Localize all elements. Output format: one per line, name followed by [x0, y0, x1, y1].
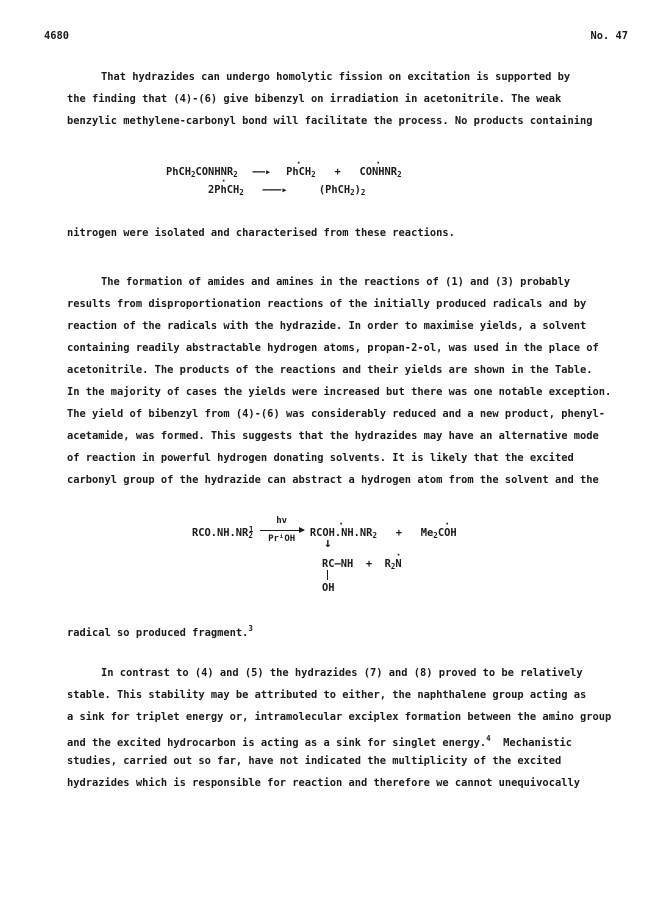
text-span: and the excited hydrocarbon is acting as a sink for singlet energy.	[67, 737, 487, 749]
text-line: The formation of amides and amines in the reactions of (1) and (3) probably	[101, 276, 571, 288]
down-arrow: ↓	[324, 536, 332, 551]
eq-sub: 2	[191, 170, 196, 179]
text-line: reaction of the radicals with the hydrazide. In order to maximise yields, a solvent	[67, 320, 587, 332]
text-line: In the majority of cases the yields were increased but there was one notable exception.	[67, 386, 612, 398]
text-line: studies, carried out so far, have not indicated the multiplicity of the excited	[67, 755, 562, 767]
eq-sub: 2	[311, 170, 316, 179]
eq-term: N	[395, 558, 402, 570]
text-line: hydrazides which is responsible for reaction and therefore we cannot unequivocally	[67, 777, 580, 789]
eq-term: 2PhCH	[208, 184, 240, 196]
text-line: the finding that (4)-(6) give bibenzyl on irradiation in acetonitrile. The weak	[67, 93, 562, 105]
eq-term: —NH	[334, 558, 354, 570]
radical-term	[310, 525, 373, 541]
eq-sub: 2	[233, 170, 238, 179]
plus-sign: +	[395, 527, 402, 539]
plus-sign: +	[365, 558, 373, 570]
text-line: containing readily abstractable hydrogen atoms, propan-2-ol, was used in the place of	[67, 342, 599, 354]
paragraph-1	[67, 66, 593, 132]
eq-term: )	[354, 184, 361, 196]
text-span: Mechanistic	[503, 737, 572, 749]
eq-term: PhCH	[286, 166, 312, 178]
eq-term: RC	[322, 558, 335, 570]
hv-label: hv	[276, 516, 288, 526]
text-line: The yield of bibenzyl from (4)-(6) was considerably reduced and a new product, phenyl-	[67, 408, 605, 420]
eq-term: COH	[437, 527, 457, 539]
text-line: stable. This stability may be attributed to either, the naphthalene group acting as	[67, 689, 587, 701]
eq-term: RCO.NH.NR	[192, 527, 249, 539]
eq-sub: 2	[239, 188, 244, 197]
reaction-arrow: ———▸	[262, 184, 288, 196]
paragraph-3	[67, 662, 612, 794]
eq-term: CONHNR	[195, 166, 234, 178]
radical-term	[438, 525, 457, 541]
eq-term: PhCH	[166, 166, 192, 178]
equation-2-row-3	[322, 580, 335, 596]
solvent-label: PrⁱOH	[268, 534, 296, 544]
radical-term	[208, 182, 239, 198]
eq-sub: 2	[390, 562, 396, 571]
eq-sub: 2	[433, 531, 438, 540]
text-line: carbonyl group of the hydrazide can abstract a hydrogen atom from the solvent and the	[67, 474, 599, 486]
text-line: benzylic methylene-carbonyl bond will facilitate the process. No products containing	[67, 115, 593, 127]
eq-term: CONHNR	[359, 166, 398, 178]
eq-term: Me	[420, 527, 434, 539]
text-line: results from disproportionation reactions of the initially produced radicals and by	[67, 298, 587, 310]
text-line: That hydrazides can undergo homolytic fission on excitation is supported by	[101, 71, 571, 83]
eq-sup: 1	[248, 525, 254, 534]
equation-1-row-2	[208, 182, 365, 201]
radical-term	[286, 164, 311, 180]
reference-marker: 3	[248, 624, 253, 633]
reaction-arrow: ——▸	[252, 166, 272, 178]
issue-number: No. 47	[590, 30, 628, 42]
reference-marker: 4	[486, 734, 491, 743]
photolysis-arrow	[260, 516, 304, 544]
equation-1-row-1	[166, 164, 402, 183]
eq-term: RCOH.NH.NR	[309, 527, 373, 539]
eq-sub: 2	[372, 531, 377, 540]
eq-sub: 2	[248, 531, 253, 540]
text-line	[67, 618, 587, 640]
text-line	[67, 728, 587, 750]
eq-sub: 2	[397, 170, 402, 179]
eq-sub: 2	[350, 188, 355, 197]
text-line: a sink for triplet energy or, intramolecular exciplex formation between the amino group	[67, 711, 612, 723]
paragraph-1-end	[67, 222, 587, 244]
page-number: 4680	[44, 30, 70, 42]
plus-sign: +	[334, 166, 341, 178]
eq-sub: 2	[360, 188, 366, 197]
paragraph-2-end	[67, 618, 587, 640]
eq-term: (PhCH	[318, 184, 351, 196]
eq-term: R	[384, 558, 391, 570]
radical-term	[395, 556, 401, 572]
text-line: acetonitrile. The products of the reactions and their yields are shown in the Table.	[67, 364, 593, 376]
text-span: radical so produced fragment.	[67, 627, 249, 639]
text-line: nitrogen were isolated and characterised from these reactions.	[67, 227, 455, 239]
text-line: acetamide, was formed. This suggests that the hydrazides may have an alternative mode	[67, 430, 599, 442]
text-line: of reaction in powerful hydrogen donating solvents. It is likely that the excited	[67, 452, 574, 464]
bond-line	[327, 570, 328, 580]
paragraph-2	[67, 271, 612, 491]
equation-2-row-2	[322, 556, 402, 575]
radical-term	[360, 164, 398, 180]
text-line: In contrast to (4) and (5) the hydrazides (7) and (8) proved to be relatively	[101, 667, 583, 679]
eq-term: OH	[322, 582, 335, 594]
